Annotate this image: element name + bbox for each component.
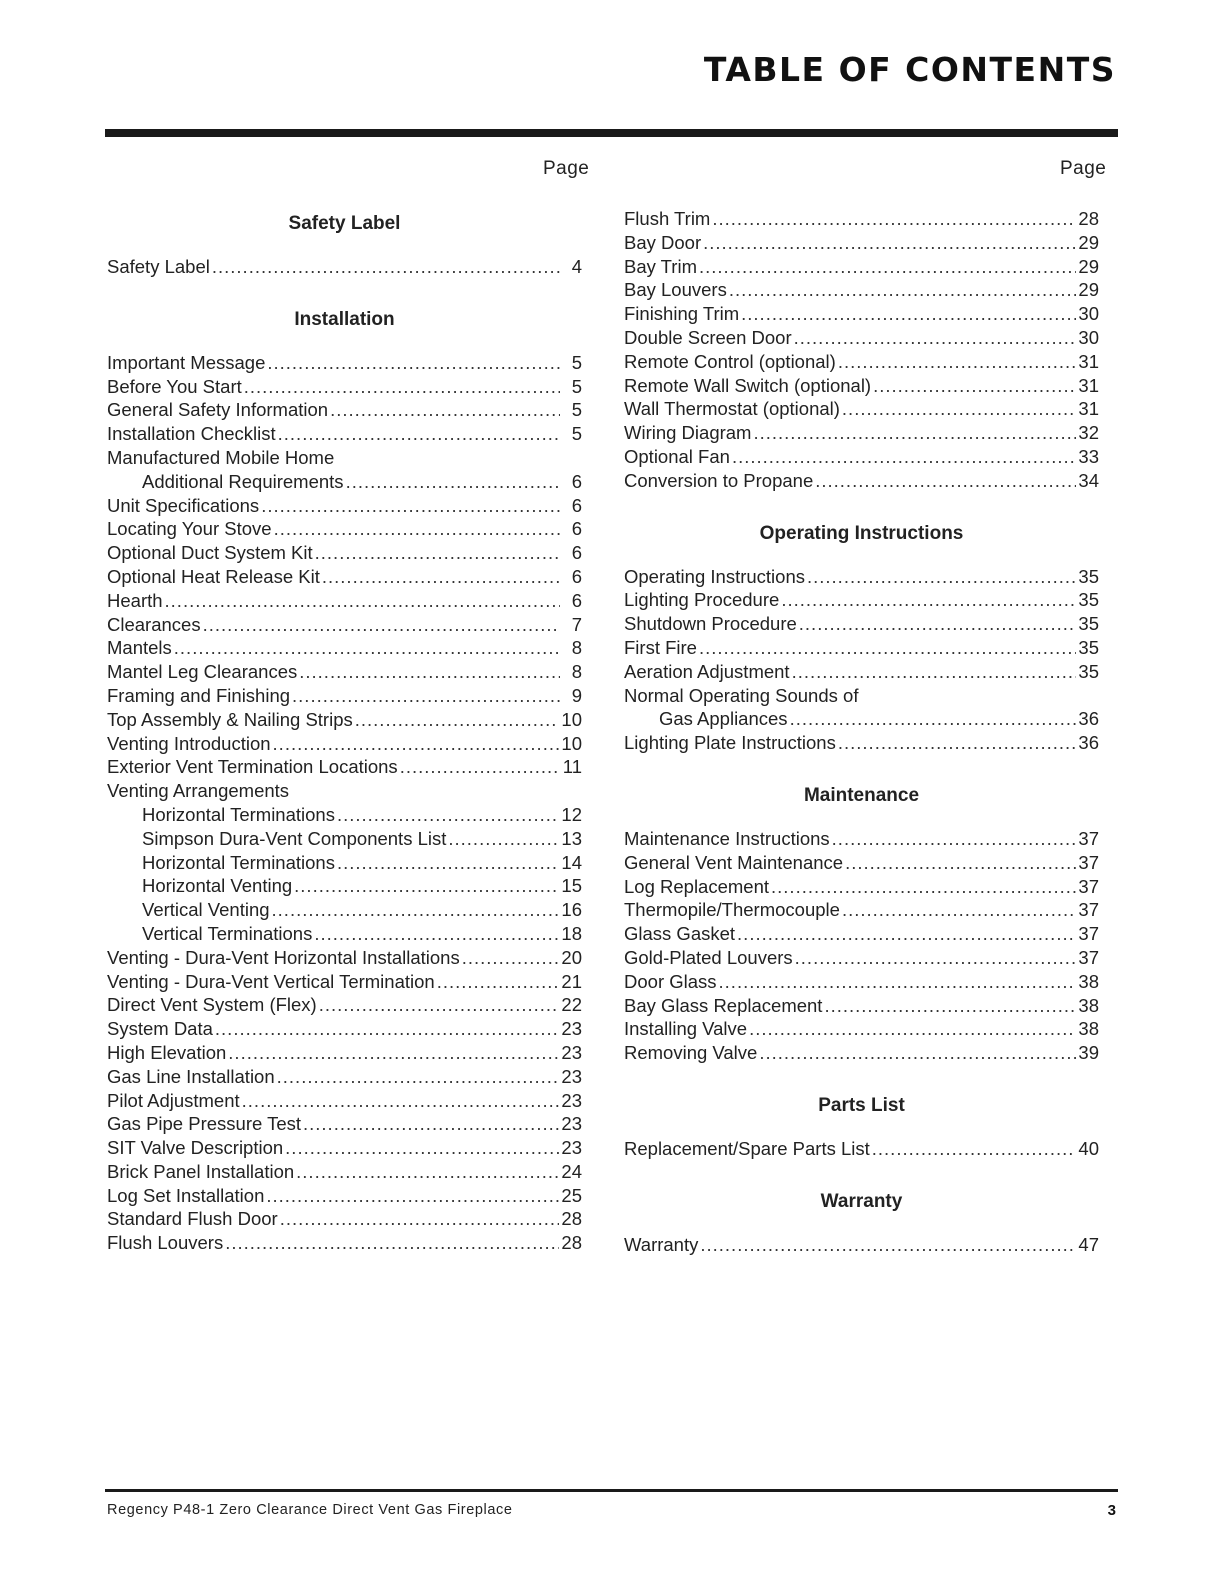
toc-entry-label: Aeration Adjustment <box>624 660 790 682</box>
toc-entry-label: Simpson Dura-Vent Components List <box>142 827 447 849</box>
toc-entry-label: Installing Valve <box>624 1018 748 1040</box>
dot-leader <box>741 303 1076 325</box>
dot-leader <box>285 1137 559 1159</box>
toc-entry[interactable] <box>624 422 1099 446</box>
dot-leader <box>753 422 1076 444</box>
toc-entry-label: Wall Thermostat (optional) <box>624 398 840 420</box>
toc-entry[interactable] <box>624 923 1099 947</box>
dot-leader <box>807 566 1076 588</box>
dot-leader <box>771 876 1076 898</box>
toc-entry-label: System Data <box>107 1018 213 1040</box>
dot-leader <box>448 828 559 850</box>
dot-leader <box>330 399 560 421</box>
toc-entry[interactable] <box>107 614 582 638</box>
toc-entry-label: Vertical Venting <box>142 899 270 921</box>
toc-entry-page-number: 16 <box>561 899 582 921</box>
toc-entry[interactable] <box>624 1138 1099 1162</box>
section-heading: Safety Label <box>288 213 401 234</box>
toc-entry-page-number: 21 <box>561 970 582 992</box>
toc-entry-page-number: 40 <box>1078 1137 1099 1159</box>
dot-leader <box>759 1042 1076 1064</box>
dot-leader <box>792 661 1077 683</box>
dot-leader <box>280 1208 560 1230</box>
toc-entry-page-number: 4 <box>571 256 582 277</box>
toc-entry[interactable] <box>107 1232 582 1256</box>
toc-entry-label: Before You Start <box>107 375 242 397</box>
toc-entry-page-number: 28 <box>1078 208 1099 229</box>
toc-entry-label: Venting - Dura-Vent Horizontal Installations <box>107 946 460 968</box>
toc-entry[interactable] <box>107 1185 582 1209</box>
dot-leader <box>838 732 1077 754</box>
toc-entry-page-number: 13 <box>561 827 582 849</box>
toc-entry-label: Maintenance Instructions <box>624 827 830 849</box>
toc-entry[interactable] <box>624 971 1099 995</box>
toc-entry-page-number: 36 <box>1078 708 1099 730</box>
dot-leader <box>228 1042 559 1064</box>
toc-entry[interactable] <box>107 899 582 923</box>
toc-entry-label: Top Assembly & Nailing Strips <box>107 708 353 730</box>
toc-entry[interactable] <box>107 852 582 876</box>
toc-entry-label: First Fire <box>624 636 697 658</box>
toc-entry-label: Optional Duct System Kit <box>107 542 313 564</box>
dot-leader <box>292 685 560 707</box>
dot-leader <box>794 327 1077 349</box>
toc-entry[interactable] <box>107 376 582 400</box>
toc-entry-page-number: 23 <box>561 1089 582 1111</box>
toc-entry[interactable] <box>107 1208 582 1232</box>
toc-entry[interactable] <box>107 256 582 280</box>
dot-leader <box>832 828 1077 850</box>
dot-leader <box>303 1113 559 1135</box>
toc-entry-label: General Vent Maintenance <box>624 851 844 873</box>
toc-entry-page-number: 6 <box>571 542 582 564</box>
dot-leader <box>699 637 1076 659</box>
toc-entry-page-number: 37 <box>1078 923 1099 945</box>
toc-entry-label: Hearth <box>107 589 163 611</box>
dot-leader <box>322 566 560 588</box>
dot-leader <box>242 1090 560 1112</box>
toc-entry[interactable] <box>624 232 1099 256</box>
section-spacer <box>624 756 1099 780</box>
toc-entry[interactable] <box>107 804 582 828</box>
section-heading: Installation <box>294 308 395 330</box>
toc-entry-page-number: 10 <box>561 732 582 754</box>
dot-leader <box>719 971 1077 993</box>
toc-entry[interactable] <box>107 685 582 709</box>
toc-entry[interactable] <box>107 661 582 685</box>
dot-leader <box>165 590 560 612</box>
toc-entry-label: Venting Arrangements <box>107 780 290 802</box>
toc-entry[interactable] <box>624 398 1099 422</box>
toc-entry-label: Standard Flush Door <box>107 1208 278 1230</box>
dot-leader <box>277 1066 560 1088</box>
toc-entry-label: Replacement/Spare Parts List <box>624 1137 870 1159</box>
toc-entry-label: Mantel Leg Clearances <box>107 661 298 683</box>
toc-entry-page-number: 25 <box>561 1184 582 1206</box>
dot-leader <box>215 1018 560 1040</box>
toc-entry-page-number: 35 <box>1078 589 1099 611</box>
dot-leader <box>712 208 1076 230</box>
right-page-column-header: Page <box>1060 158 1107 179</box>
toc-entry[interactable] <box>624 351 1099 375</box>
toc-entry-label: Normal Operating Sounds of <box>624 684 859 706</box>
toc-entry[interactable] <box>624 828 1099 852</box>
toc-entry-page-number: 32 <box>1078 422 1099 444</box>
section-heading: Warranty <box>820 1190 903 1212</box>
toc-entry-label: Bay Louvers <box>624 279 727 301</box>
toc-entry-label: Bay Trim <box>624 255 697 277</box>
toc-entry-page-number: 11 <box>562 756 582 778</box>
footer-rule <box>105 1489 1118 1492</box>
toc-entry[interactable] <box>107 1161 582 1185</box>
toc-entry-label: General Safety Information <box>107 399 329 421</box>
toc-entry-label: Clearances <box>107 613 201 635</box>
toc-entry-page-number: 37 <box>1078 827 1099 849</box>
toc-entry-page-number: 30 <box>1078 326 1099 348</box>
dot-leader <box>700 1234 1076 1256</box>
toc-entry-page-number: 28 <box>561 1232 582 1254</box>
toc-entry-page-number: 23 <box>561 1018 582 1040</box>
toc-entry-page-number: 31 <box>1078 350 1099 372</box>
toc-entry[interactable] <box>624 256 1099 280</box>
toc-entry-label: SIT Valve Description <box>107 1137 284 1159</box>
toc-entry-label: Flush Louvers <box>107 1232 224 1254</box>
toc-entry[interactable] <box>107 1137 582 1161</box>
toc-entry-label: Optional Heat Release Kit <box>107 565 320 587</box>
toc-entry-page-number: 31 <box>1078 398 1099 420</box>
dot-leader <box>212 256 560 278</box>
toc-entry[interactable] <box>624 661 1099 685</box>
toc-entry-label: Remote Control (optional) <box>624 350 836 372</box>
dot-leader <box>337 804 559 826</box>
toc-entry-label: Thermopile/Thermocouple <box>624 899 840 921</box>
toc-entry[interactable] <box>107 471 582 495</box>
section-heading: Operating Instructions <box>759 522 964 544</box>
toc-entry-page-number: 36 <box>1078 732 1099 754</box>
toc-entry-page-number: 23 <box>561 1113 582 1135</box>
toc-entry[interactable] <box>624 208 1099 232</box>
dot-leader <box>299 661 560 683</box>
toc-entry-label: Remote Wall Switch (optional) <box>624 374 872 396</box>
toc-entry-label: Optional Fan <box>624 445 730 467</box>
toc-entry[interactable] <box>107 590 582 614</box>
dot-leader <box>337 852 559 874</box>
toc-entry-label: Bay Door <box>624 231 702 253</box>
dot-leader <box>790 708 1077 730</box>
toc-entry-page-number: 33 <box>1078 445 1099 467</box>
toc-entry-label: Operating Instructions <box>624 565 805 587</box>
toc-entry-label: Warranty <box>624 1233 699 1255</box>
toc-entry[interactable] <box>624 1042 1099 1066</box>
dot-leader <box>346 471 560 493</box>
toc-entry-page-number: 38 <box>1078 994 1099 1016</box>
toc-entry[interactable] <box>624 732 1099 756</box>
toc-entry[interactable] <box>624 470 1099 494</box>
toc-entry-label: Framing and Finishing <box>107 684 291 706</box>
toc-entry-page-number: 29 <box>1078 255 1099 277</box>
toc-entry[interactable] <box>107 566 582 590</box>
dot-leader <box>225 1232 559 1254</box>
toc-entry-label: Gas Pipe Pressure Test <box>107 1113 301 1135</box>
dot-leader <box>732 446 1076 468</box>
toc-entry-page-number: 35 <box>1078 565 1099 587</box>
toc-entry[interactable] <box>107 875 582 899</box>
toc-entry-page-number: 37 <box>1078 851 1099 873</box>
toc-entry[interactable] <box>624 947 1099 971</box>
toc-entry-page-number: 38 <box>1078 1018 1099 1040</box>
dot-leader <box>203 614 560 636</box>
toc-entry-page-number: 5 <box>571 423 582 445</box>
dot-leader <box>278 423 560 445</box>
section-heading: Maintenance <box>803 784 920 806</box>
toc-entry-label: Manufactured Mobile Home <box>107 446 335 468</box>
dot-leader <box>872 1138 1077 1160</box>
toc-entry-page-number: 31 <box>1078 374 1099 396</box>
toc-entry[interactable] <box>624 637 1099 661</box>
toc-entry-page-number: 9 <box>571 684 582 706</box>
toc-entry-label: Gas Appliances <box>659 708 788 730</box>
dot-leader <box>737 923 1076 945</box>
toc-entry-page-number: 5 <box>571 375 582 397</box>
section-spacer <box>624 494 1099 518</box>
toc-entry[interactable] <box>107 828 582 852</box>
toc-entry-page-number: 8 <box>571 661 582 683</box>
toc-entry-page-number: 6 <box>571 494 582 516</box>
toc-entry-label: Pilot Adjustment <box>107 1089 240 1111</box>
toc-entry[interactable] <box>107 447 582 471</box>
dot-leader <box>400 756 560 778</box>
toc-entry[interactable] <box>624 375 1099 399</box>
dot-leader <box>729 279 1077 301</box>
toc-entry-page-number: 30 <box>1078 303 1099 325</box>
footer-page-number: 3 <box>1107 1502 1116 1519</box>
toc-entry[interactable] <box>107 1090 582 1114</box>
toc-entry-page-number: 34 <box>1078 469 1099 491</box>
toc-entry-label: Bay Glass Replacement <box>624 994 823 1016</box>
toc-entry[interactable] <box>107 971 582 995</box>
toc-entry[interactable] <box>107 423 582 447</box>
toc-entry-page-number: 35 <box>1078 613 1099 635</box>
toc-entry-label: Venting - Dura-Vent Vertical Termination <box>107 970 435 992</box>
toc-entry-label: Vertical Terminations <box>142 922 313 944</box>
toc-left-column <box>107 208 582 1256</box>
toc-entry[interactable] <box>624 685 1099 709</box>
toc-entry[interactable] <box>107 352 582 376</box>
toc-entry-label: Wiring Diagram <box>624 422 752 444</box>
toc-entry-page-number: 23 <box>561 1065 582 1087</box>
toc-entry-page-number: 38 <box>1078 970 1099 992</box>
dot-leader <box>437 971 560 993</box>
toc-entry[interactable] <box>107 495 582 519</box>
toc-entry-page-number: 6 <box>571 470 582 492</box>
toc-entry-page-number: 7 <box>571 613 582 635</box>
toc-right-column <box>624 208 1099 1258</box>
dot-leader <box>845 852 1076 874</box>
toc-entry-label: Lighting Procedure <box>624 589 780 611</box>
toc-entry-page-number: 37 <box>1078 875 1099 897</box>
dot-leader <box>799 613 1077 635</box>
page-title: TABLE OF CONTENTS <box>703 50 1116 89</box>
dot-leader <box>294 875 559 897</box>
toc-entry-label: Gas Line Installation <box>107 1065 275 1087</box>
toc-entry[interactable] <box>107 1042 582 1066</box>
toc-entry[interactable] <box>107 733 582 757</box>
toc-entry-page-number: 47 <box>1078 1233 1099 1255</box>
toc-entry-label: Installation Checklist <box>107 423 276 445</box>
toc-entry-label: Locating Your Stove <box>107 518 272 540</box>
left-page-column-header: Page <box>543 158 590 179</box>
toc-entry-page-number: 39 <box>1078 1042 1099 1064</box>
dot-leader <box>274 518 560 540</box>
toc-entry-label: Gold-Plated Louvers <box>624 946 793 968</box>
toc-entry[interactable] <box>107 709 582 733</box>
section-spacer <box>107 280 582 304</box>
toc-entry-label: Log Replacement <box>624 875 770 897</box>
dot-leader <box>266 1185 559 1207</box>
toc-entry-page-number: 6 <box>571 589 582 611</box>
toc-entry-label: Flush Trim <box>624 208 711 229</box>
dot-leader <box>174 637 560 659</box>
dot-leader <box>749 1018 1076 1040</box>
toc-entry[interactable] <box>107 923 582 947</box>
toc-entry-page-number: 37 <box>1078 899 1099 921</box>
toc-entry-page-number: 28 <box>561 1208 582 1230</box>
toc-entry-label: Finishing Trim <box>624 303 740 325</box>
toc-entry-label: Horizontal Terminations <box>142 851 335 873</box>
dot-leader <box>824 995 1076 1017</box>
toc-entry-label: Log Set Installation <box>107 1184 265 1206</box>
footer-document-title: Regency P48-1 Zero Clearance Direct Vent Gas Fireplace <box>107 1502 513 1518</box>
toc-entry[interactable] <box>107 1018 582 1042</box>
toc-entry[interactable] <box>624 995 1099 1019</box>
toc-entry-label: Venting Introduction <box>107 732 271 754</box>
toc-entry-page-number: 24 <box>561 1160 582 1182</box>
dot-leader <box>314 923 559 945</box>
toc-entry[interactable] <box>624 899 1099 923</box>
toc-entry[interactable] <box>107 1066 582 1090</box>
toc-entry-label: Exterior Vent Termination Locations <box>107 756 398 778</box>
toc-entry[interactable] <box>624 446 1099 470</box>
toc-entry[interactable] <box>624 566 1099 590</box>
toc-entry[interactable] <box>107 542 582 566</box>
toc-entry[interactable] <box>107 994 582 1018</box>
toc-entry-label: Mantels <box>107 637 172 659</box>
toc-entry-label: Door Glass <box>624 970 717 992</box>
toc-entry-page-number: 29 <box>1078 279 1099 301</box>
toc-entry-page-number: 35 <box>1078 636 1099 658</box>
toc-entry-page-number: 5 <box>571 399 582 421</box>
toc-entry[interactable] <box>107 756 582 780</box>
toc-entry[interactable] <box>624 708 1099 732</box>
toc-entry-page-number: 10 <box>561 708 582 730</box>
dot-leader <box>781 589 1076 611</box>
dot-leader <box>795 947 1077 969</box>
title-rule <box>105 129 1118 137</box>
toc-entry-page-number: 8 <box>571 637 582 659</box>
toc-entry[interactable] <box>107 947 582 971</box>
toc-entry-page-number: 6 <box>571 518 582 540</box>
toc-entry[interactable] <box>107 399 582 423</box>
dot-leader <box>244 376 560 398</box>
toc-entry-page-number: 5 <box>571 351 582 373</box>
dot-leader <box>315 542 560 564</box>
toc-entry[interactable] <box>624 613 1099 637</box>
toc-entry-label: Safety Label <box>107 256 210 277</box>
dot-leader <box>873 375 1076 397</box>
toc-entry-label: Important Message <box>107 351 266 373</box>
toc-entry[interactable] <box>107 1113 582 1137</box>
dot-leader <box>272 899 560 921</box>
toc-entry-page-number: 6 <box>571 565 582 587</box>
toc-entry[interactable] <box>624 303 1099 327</box>
dot-leader <box>842 398 1077 420</box>
toc-entry-label: Direct Vent System (Flex) <box>107 994 317 1016</box>
dot-leader <box>838 351 1077 373</box>
toc-entry-label: Conversion to Propane <box>624 469 814 491</box>
toc-entry[interactable] <box>624 279 1099 303</box>
toc-entry-label: Double Screen Door <box>624 326 792 348</box>
toc-entry-label: Additional Requirements <box>142 470 344 492</box>
toc-entry-page-number: 35 <box>1078 660 1099 682</box>
section-heading: Parts List <box>818 1094 905 1116</box>
toc-entry-label: Lighting Plate Instructions <box>624 732 836 754</box>
toc-entry-page-number: 15 <box>561 875 582 897</box>
dot-leader <box>355 709 560 731</box>
toc-entry-page-number: 23 <box>561 1041 582 1063</box>
dot-leader <box>296 1161 559 1183</box>
dot-leader <box>462 947 560 969</box>
dot-leader <box>703 232 1076 254</box>
toc-entry[interactable] <box>624 327 1099 351</box>
toc-entry[interactable] <box>107 780 582 804</box>
toc-entry-label: Unit Specifications <box>107 494 260 516</box>
dot-leader <box>267 352 560 374</box>
toc-entry[interactable] <box>107 518 582 542</box>
toc-entry-page-number: 37 <box>1078 946 1099 968</box>
toc-entry-label: Horizontal Venting <box>142 875 293 897</box>
section-spacer <box>624 1066 1099 1090</box>
toc-entry[interactable] <box>107 637 582 661</box>
toc-entry-label: Glass Gasket <box>624 923 736 945</box>
toc-entry[interactable] <box>624 1018 1099 1042</box>
toc-entry[interactable] <box>624 876 1099 900</box>
section-spacer <box>624 1162 1099 1186</box>
toc-entry-page-number: 22 <box>561 994 582 1016</box>
toc-entry-page-number: 23 <box>561 1137 582 1159</box>
dot-leader <box>699 256 1076 278</box>
toc-entry-label: Horizontal Terminations <box>142 803 335 825</box>
toc-entry-label: Brick Panel Installation <box>107 1160 295 1182</box>
dot-leader <box>273 733 560 755</box>
toc-entry-page-number: 18 <box>561 922 582 944</box>
toc-entry[interactable] <box>624 589 1099 613</box>
dot-leader <box>842 899 1076 921</box>
toc-entry-page-number: 12 <box>561 803 582 825</box>
dot-leader <box>261 495 560 517</box>
dot-leader <box>319 994 560 1016</box>
toc-entry[interactable] <box>624 1234 1099 1258</box>
toc-entry-page-number: 14 <box>561 851 582 873</box>
toc-entry[interactable] <box>624 852 1099 876</box>
toc-entry-page-number: 29 <box>1078 231 1099 253</box>
toc-entry-label: Removing Valve <box>624 1042 758 1064</box>
toc-entry-label: High Elevation <box>107 1041 227 1063</box>
dot-leader <box>815 470 1076 492</box>
toc-entry-label: Shutdown Procedure <box>624 613 797 635</box>
toc-entry-page-number: 20 <box>561 946 582 968</box>
